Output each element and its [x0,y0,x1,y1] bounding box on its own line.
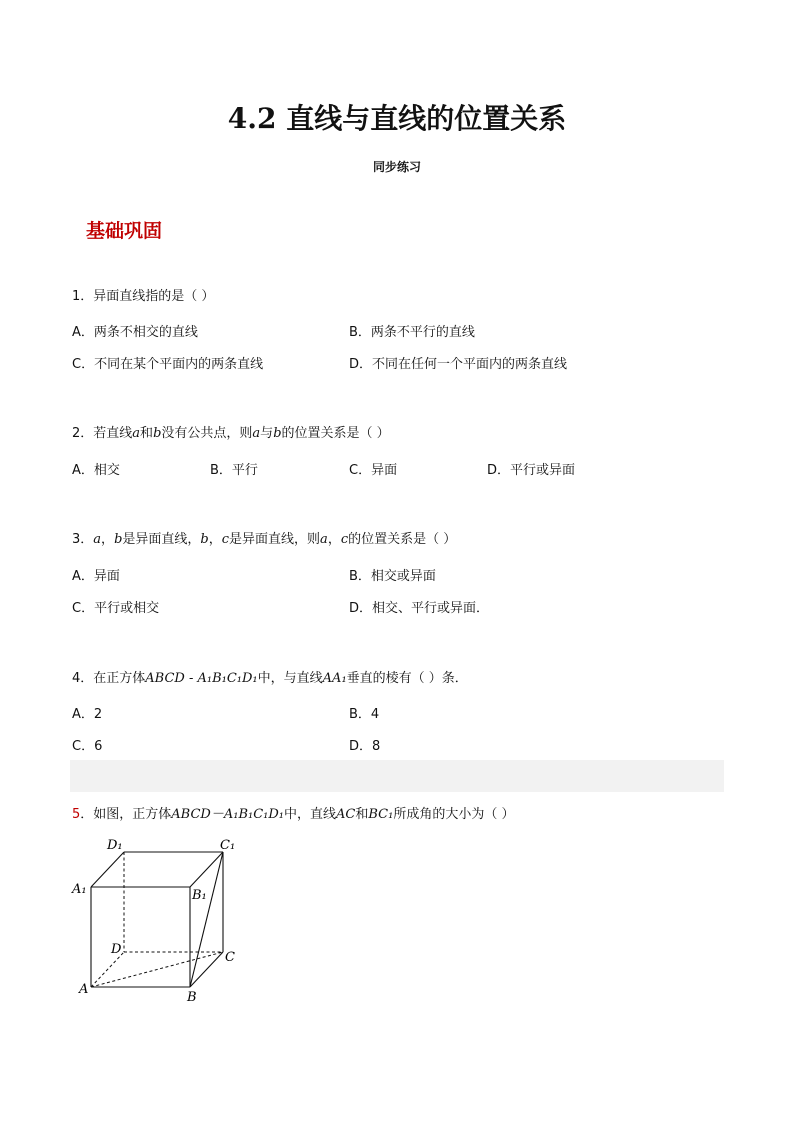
q3-var-a-2: a [320,532,328,547]
q3-text-2: ， [101,532,115,547]
edge-a1d1 [91,852,124,887]
q4-var-aa1: AA₁ [322,671,347,686]
q2-text-5: 的位置关系是（ ） [281,426,390,441]
label-c: C [225,950,235,965]
question-1-option-c: C．不同在某个平面内的两条直线 [72,357,264,372]
question-4-option-b: B．4 [349,707,380,722]
question-3-option-c: C．平行或相交 [72,601,160,616]
label-c1: C₁ [220,838,236,853]
q5-text-3: 和 [355,807,369,822]
question-2-option-a: A．相交 [72,463,120,478]
question-4-option-d: D．8 [349,739,381,754]
q3-text-4: ， [208,532,222,547]
question-5-stem [72,803,514,822]
page-title: 4.2 直线与直线的位置关系 [227,102,567,135]
q4-text-3: 垂直的棱有（ ）条． [346,671,468,686]
q2-text-3: 没有公共点，则 [161,426,253,441]
question-3-option-d: D．相交、平行或异面． [349,601,490,616]
q3-var-a: a [93,532,102,547]
question-2-option-c: C．异面 [349,463,398,478]
q3-var-b-2: b [200,532,209,547]
q5-var-cube: ABCD－A₁B₁C₁D₁ [171,807,285,822]
question-2-option-b: B．平行 [210,463,258,478]
cube-figure [70,833,250,1008]
diagonal-bc1 [190,852,223,987]
q3-var-c-2: c [340,532,349,547]
question-1-option-a: A．两条不相交的直线 [72,325,198,340]
question-1-option-d: D．不同在任何一个平面内的两条直线 [349,357,568,372]
question-2-option-d: D．平行或异面 [487,463,576,478]
q3-text-3: 是异面直线， [122,532,201,547]
separator-bar [70,760,724,792]
edge-b1c1 [190,852,223,887]
edge-bc [190,952,223,987]
question-3-stem [72,528,456,547]
question-1-option-b: B．两条不平行的直线 [349,325,475,340]
label-d: D [111,942,122,957]
edge-ad-hidden [91,952,124,987]
q2-text-4: 与 [260,426,274,441]
q4-var-cube: ABCD - A₁B₁C₁D₁ [145,671,258,686]
q2-text-2: 和 [140,426,154,441]
q5-text-2: 中，直线 [284,807,337,822]
label-b1: B₁ [192,888,207,903]
q3-text-7: 的位置关系是（ ） [348,532,457,547]
q4-text-2: 中，与直线 [257,671,323,686]
question-4-option-c: C．6 [72,739,103,754]
diagonal-ac-hidden [91,952,223,987]
question-3-option-a: A．异面 [72,569,120,584]
q5-text-1: ．如图，正方体 [80,807,172,822]
q3-text-1: 3． [72,532,94,547]
page-subtitle: 同步练习 [372,160,421,174]
q2-text-1: 2．若直线 [72,426,133,441]
question-1-stem: 1．异面直线指的是（ ） [72,289,215,304]
label-a: A [79,982,89,997]
q2-var-b-2: b [273,426,282,441]
question-4-stem [72,667,468,686]
label-d1: D₁ [107,838,123,853]
q3-var-c: c [221,532,230,547]
question-4-option-a: A．2 [72,707,103,722]
q3-text-5: 是异面直线，则 [229,532,321,547]
q5-text-4: 所成角的大小为（ ） [393,807,515,822]
label-b: B [187,990,197,1005]
q2-var-a-2: a [252,426,261,441]
q5-var-bc1: BC₁ [368,807,394,822]
q3-text-6: ， [327,532,341,547]
q5-number: 5 [72,807,81,822]
q2-var-a: a [132,426,141,441]
question-3-option-b: B．相交或异面 [349,569,436,584]
q5-var-ac: AC [336,807,356,822]
q2-var-b: b [153,426,162,441]
question-2-stem [72,422,390,441]
label-a1: A₁ [72,882,87,897]
q3-var-b: b [114,532,123,547]
section-heading: 基础巩固 [86,220,163,242]
q4-text-1: 4．在正方体 [72,671,146,686]
